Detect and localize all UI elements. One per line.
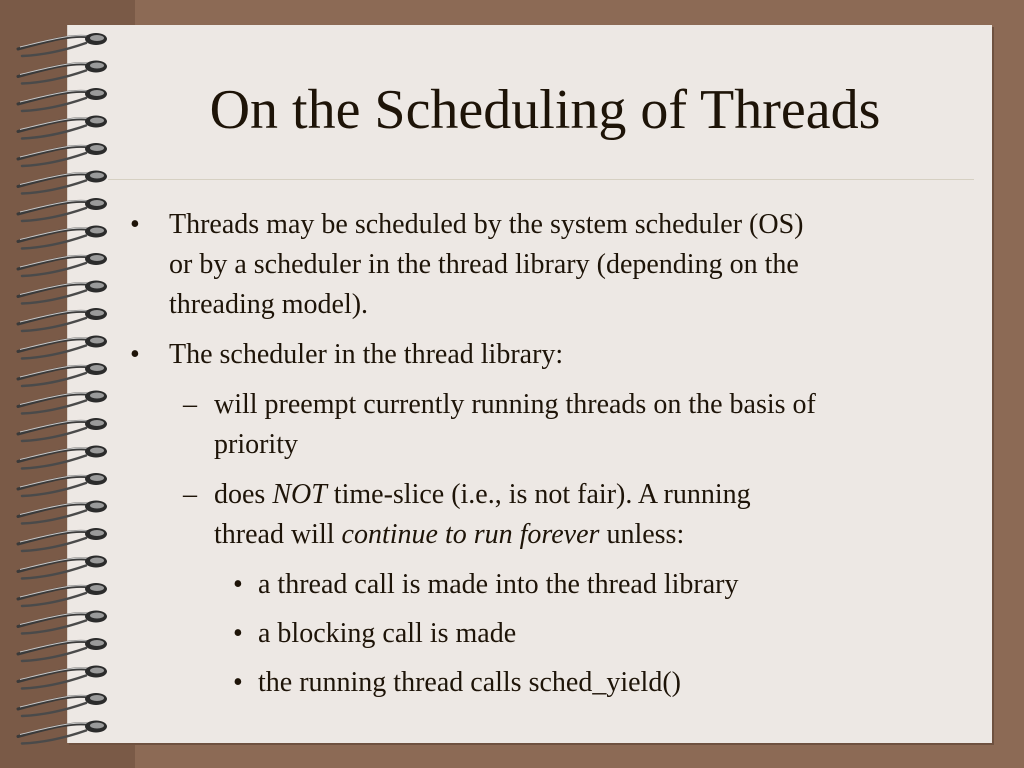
spiral-wire — [18, 394, 90, 407]
spiral-wire — [18, 366, 90, 379]
sub-bullet-marker: – — [183, 479, 197, 510]
text-run: thread will — [214, 519, 342, 550]
emphasis-text: continue to run forever — [341, 519, 600, 550]
subsub-bullet-marker: • — [233, 618, 243, 649]
subsub-bullet-marker: • — [233, 667, 243, 698]
sub-bullet-text — [214, 515, 684, 555]
title-divider — [108, 179, 974, 180]
spiral-hole-highlight — [90, 558, 104, 564]
spiral-wire — [18, 64, 90, 77]
bullet-text: or by a scheduler in the thread library (depending on the — [169, 249, 799, 280]
bullet-marker: • — [130, 339, 140, 370]
spiral-wire — [18, 641, 90, 654]
spiral-wire — [18, 724, 90, 737]
spiral-hole-highlight — [90, 283, 104, 289]
sub-bullet-marker: – — [183, 389, 197, 420]
sub-bullet-text: priority — [214, 429, 298, 460]
spiral-wire — [18, 146, 90, 159]
spiral-wire — [18, 669, 90, 682]
spiral-wire — [18, 559, 90, 572]
spiral-hole-highlight — [90, 365, 104, 371]
subsub-bullet-text: a thread call is made into the thread library — [258, 569, 739, 600]
spiral-wire — [18, 449, 90, 462]
bullet-marker: • — [130, 209, 140, 240]
spiral-hole-highlight — [90, 63, 104, 69]
spiral-hole-highlight — [90, 585, 104, 591]
spiral-hole-highlight — [90, 310, 104, 316]
spiral-hole-highlight — [90, 338, 104, 344]
spiral-hole-highlight — [90, 448, 104, 454]
spiral-hole-highlight — [90, 695, 104, 701]
spiral-hole-highlight — [90, 530, 104, 536]
sub-bullet-text: will preempt currently running threads on the basis of — [214, 389, 816, 420]
bullet-text: threading model). — [169, 289, 369, 320]
spiral-wire — [18, 476, 90, 489]
spiral-wire — [18, 339, 90, 352]
spiral-wire — [18, 311, 90, 324]
spiral-wire — [18, 119, 90, 132]
spiral-wire — [18, 174, 90, 187]
spiral-hole-highlight — [90, 255, 104, 261]
spiral-wire — [18, 201, 90, 214]
text-run: time-slice (i.e., is not fair). A running — [326, 479, 751, 510]
bullet-text: The scheduler in the thread library: — [169, 339, 564, 370]
spiral-wire — [18, 531, 90, 544]
spiral-hole-highlight — [90, 613, 104, 619]
emphasis-text: NOT — [272, 479, 327, 510]
subsub-bullet-text: the running thread calls sched_yield() — [258, 667, 681, 698]
spiral-hole-highlight — [90, 475, 104, 481]
spiral-hole-highlight — [90, 173, 104, 179]
spiral-hole-highlight — [90, 145, 104, 151]
text-run: does — [214, 479, 273, 510]
text-run: unless: — [599, 519, 685, 550]
subsub-bullet-text: a blocking call is made — [258, 618, 517, 649]
spiral-hole-highlight — [90, 723, 104, 729]
spiral-wire — [18, 586, 90, 599]
spiral-wire — [18, 229, 90, 242]
spiral-hole-highlight — [90, 200, 104, 206]
sub-bullet-text — [214, 475, 751, 515]
spiral-wire — [18, 256, 90, 269]
spiral-hole-highlight — [90, 420, 104, 426]
spiral-hole-highlight — [90, 503, 104, 509]
spiral-hole-highlight — [90, 393, 104, 399]
spiral-wire — [18, 696, 90, 709]
spiral-wire — [18, 284, 90, 297]
spiral-wire — [18, 91, 90, 104]
spiral-hole-highlight — [90, 668, 104, 674]
spiral-hole-highlight — [90, 228, 104, 234]
subsub-bullet-marker: • — [233, 569, 243, 600]
spiral-hole-highlight — [90, 35, 104, 41]
spiral-wire — [18, 614, 90, 627]
slide-title: On the Scheduling of Threads — [209, 79, 881, 141]
bullet-text: Threads may be scheduled by the system scheduler (OS) — [169, 209, 804, 240]
spiral-hole-highlight — [90, 640, 104, 646]
spiral-wire — [18, 504, 90, 517]
spiral-wire — [18, 421, 90, 434]
spiral-wire — [18, 36, 90, 49]
